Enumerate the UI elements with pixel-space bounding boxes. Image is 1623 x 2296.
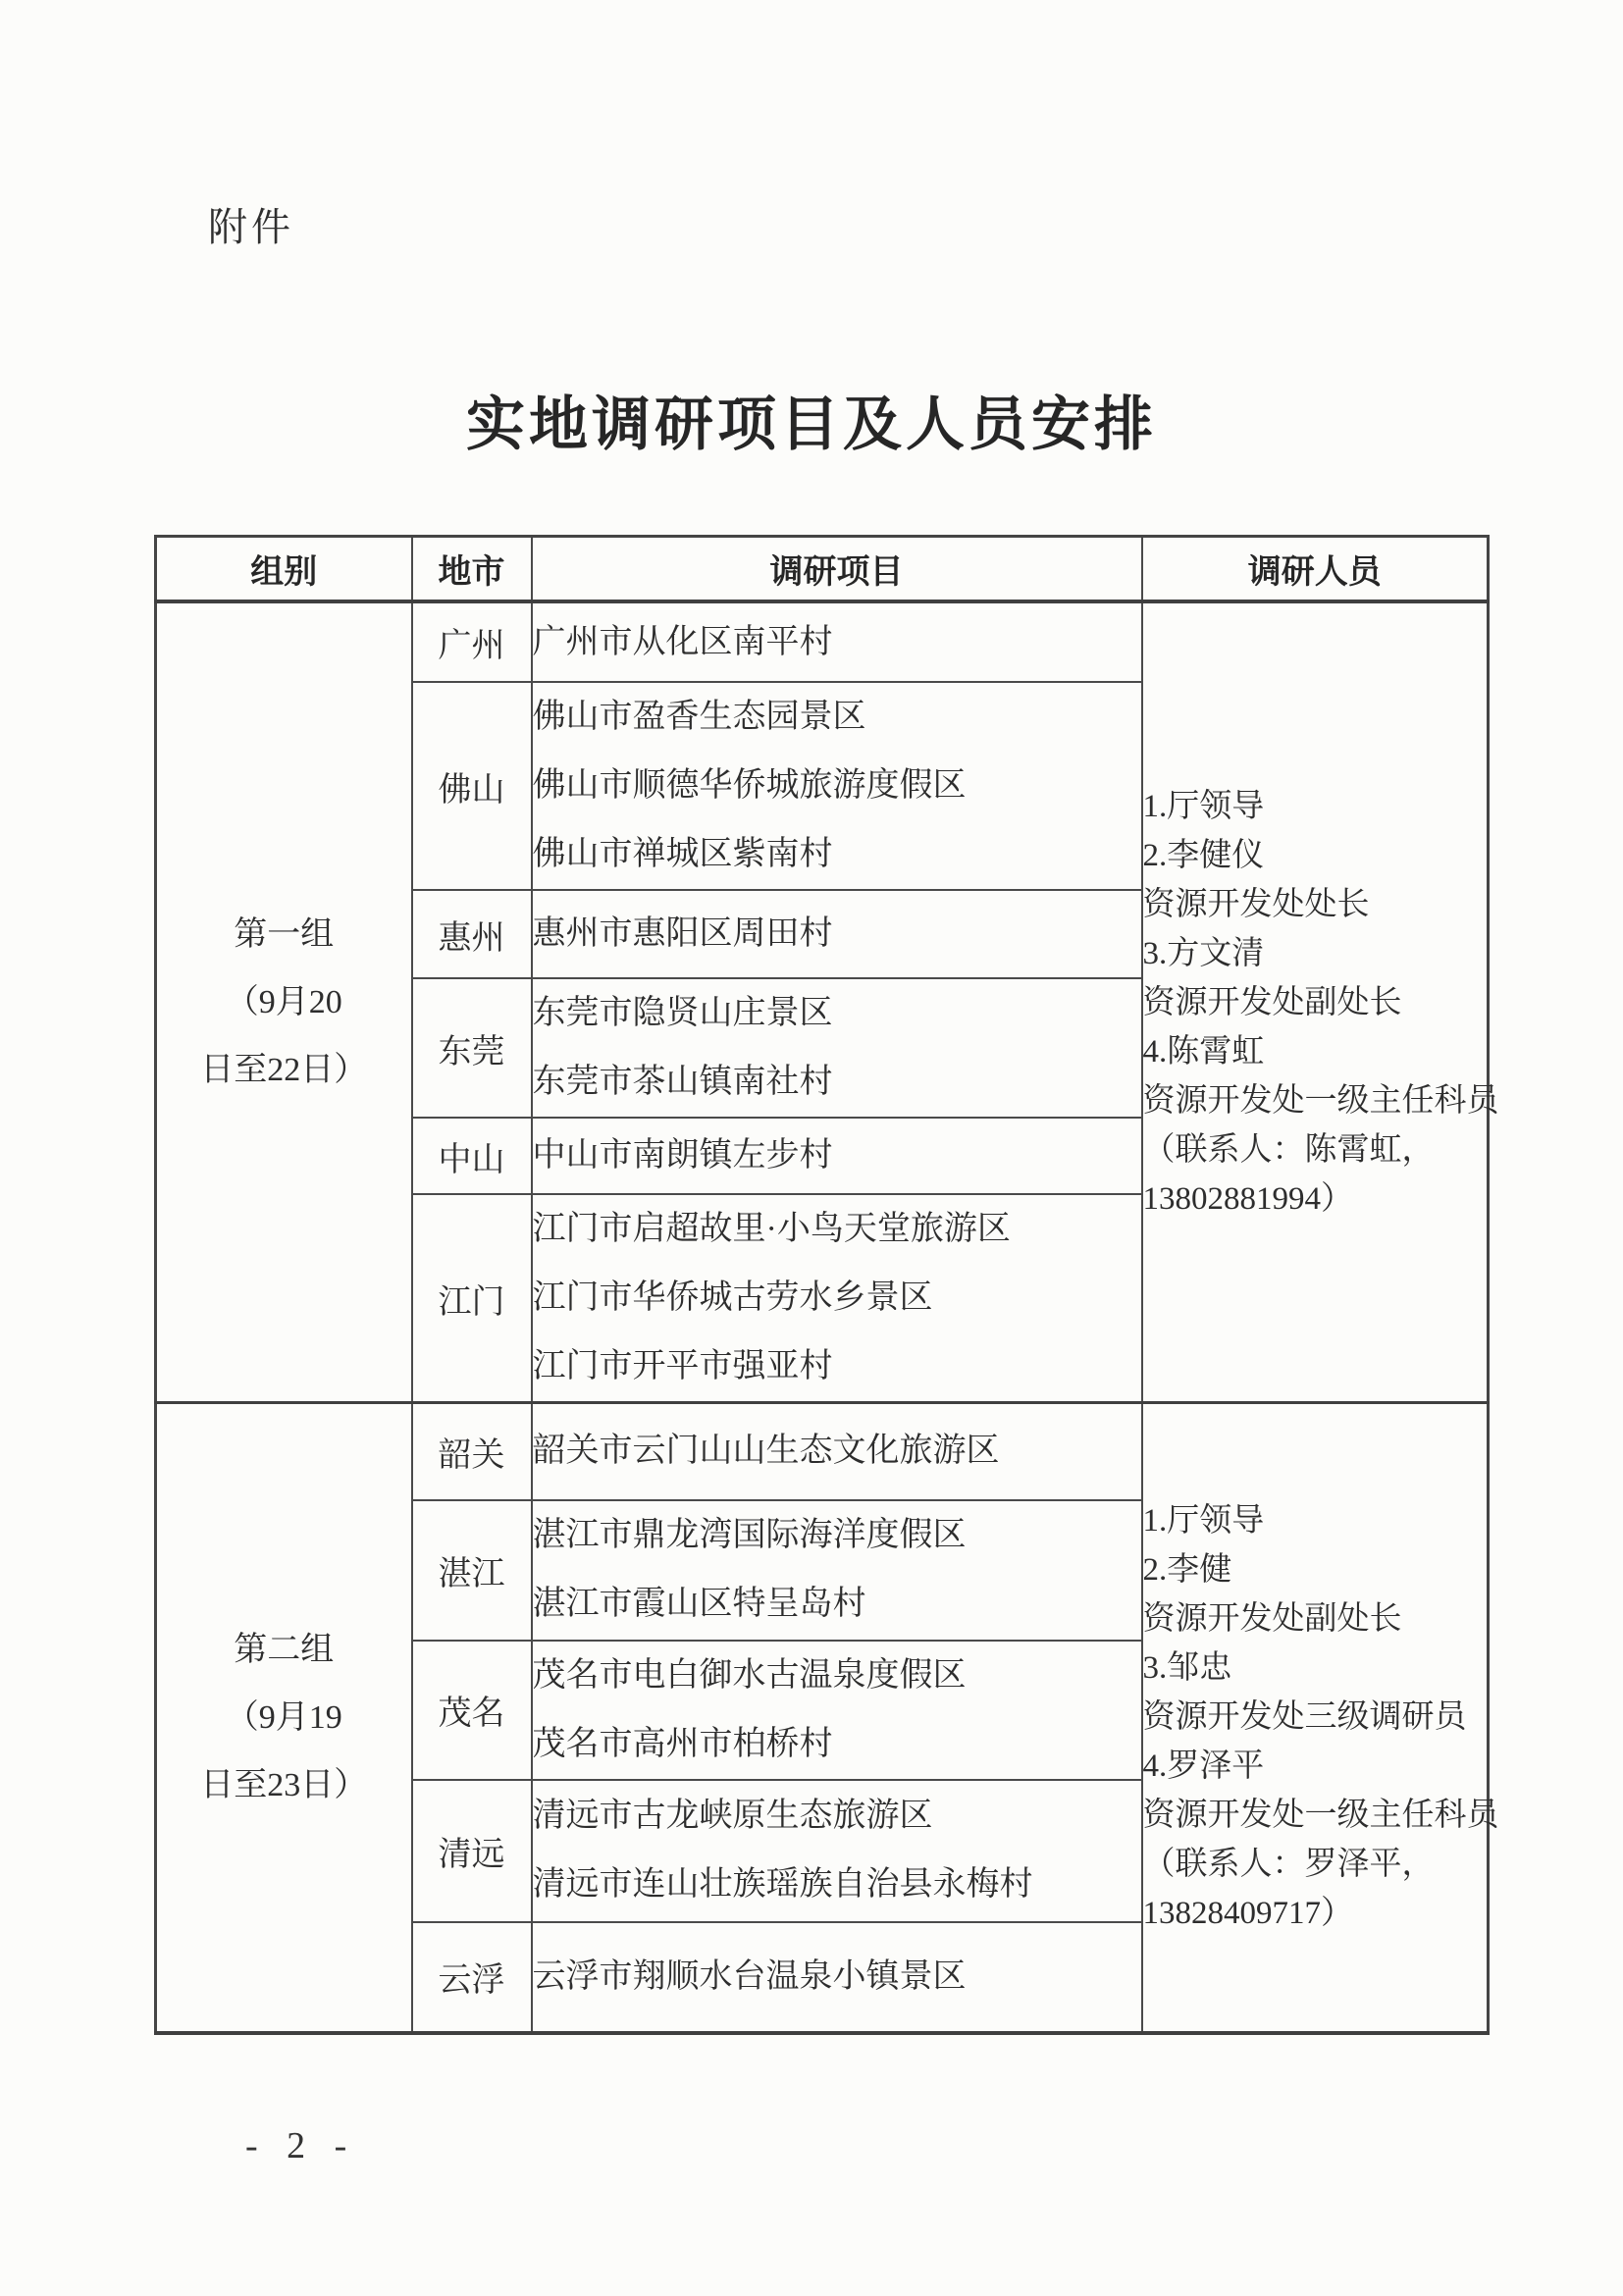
group-1-personnel-cell — [1142, 601, 1499, 1403]
group-name-line: 日至22日） — [200, 1052, 368, 1088]
personnel-line: 4.陈霄虹 — [1142, 1033, 1265, 1070]
attachment-label: 附件 — [208, 206, 294, 249]
project-line: 东莞市隐贤山庄景区 — [532, 995, 833, 1031]
project-line: 韶关市云门山山生态文化旅游区 — [532, 1433, 1000, 1470]
city-cell: 东莞 — [412, 978, 532, 1118]
project-line: 茂名市电白御水古温泉度假区 — [532, 1656, 967, 1694]
projects-cell — [532, 1500, 1142, 1641]
research-schedule-table — [154, 535, 1499, 2035]
personnel-line: 资源开发处副处长 — [1142, 1601, 1402, 1638]
personnel-line: （联系人：陈霄虹， — [1142, 1131, 1435, 1168]
project-line: 广州市从化区南平村 — [532, 623, 833, 660]
col-header-city: 地市 — [412, 537, 532, 602]
group-name-line: 第二组 — [234, 1631, 335, 1668]
col-header-projects: 调研项目 — [532, 537, 1142, 602]
projects-cell — [532, 1922, 1142, 2033]
col-header-group: 组别 — [156, 537, 412, 602]
projects-cell — [532, 978, 1142, 1118]
project-line: 云浮市翔顺水台温泉小镇景区 — [532, 1957, 967, 1995]
project-line: 中山市南朗镇左步村 — [532, 1137, 833, 1174]
personnel-line: 1.厅领导 — [1142, 1503, 1265, 1539]
personnel-line: 13802881994） — [1142, 1180, 1353, 1217]
project-line: 东莞市茶山镇南社村 — [532, 1064, 833, 1100]
project-line: 江门市开平市强亚村 — [532, 1348, 833, 1384]
project-line: 佛山市禅城区紫南村 — [532, 836, 833, 872]
projects-cell — [532, 601, 1142, 682]
city-cell: 云浮 — [412, 1922, 532, 2033]
city-cell: 韶关 — [412, 1403, 532, 1500]
personnel-line: （联系人：罗泽平， — [1142, 1847, 1435, 1883]
col-header-personnel: 调研人员 — [1142, 537, 1489, 602]
group-name-line: （9月20 — [225, 984, 342, 1020]
project-line: 佛山市顺德华侨城旅游度假区 — [532, 767, 967, 804]
table-header-row — [156, 537, 1489, 602]
page-number: - 2 - — [245, 2125, 357, 2166]
city-cell: 广州 — [412, 601, 532, 682]
city-cell: 湛江 — [412, 1500, 532, 1641]
page-title: 实地调研项目及人员安排 — [466, 392, 1157, 457]
projects-cell — [532, 1641, 1142, 1780]
projects-cell — [532, 1118, 1142, 1194]
projects-cell — [532, 682, 1142, 890]
personnel-line: 资源开发处三级调研员 — [1142, 1699, 1467, 1736]
personnel-line: 资源开发处副处长 — [1142, 984, 1402, 1020]
projects-cell — [532, 1403, 1142, 1500]
project-line: 江门市启超故里·小鸟天堂旅游区 — [532, 1211, 1011, 1247]
personnel-line: 3.邹忠 — [1142, 1650, 1232, 1687]
project-line: 佛山市盈香生态园景区 — [532, 699, 866, 735]
table-row — [156, 601, 1489, 682]
project-line: 清远市古龙峡原生态旅游区 — [532, 1798, 933, 1834]
table-row — [156, 1403, 1489, 1500]
city-cell: 茂名 — [412, 1641, 532, 1780]
city-cell: 中山 — [412, 1118, 532, 1194]
group-name-line: （9月19 — [225, 1698, 342, 1736]
personnel-line: 资源开发处一级主任科员 — [1142, 1798, 1499, 1834]
projects-cell — [532, 1194, 1142, 1403]
project-line: 湛江市霞山区特呈岛村 — [532, 1586, 866, 1622]
personnel-line: 1.厅领导 — [1142, 788, 1265, 824]
project-line: 江门市华侨城古劳水乡景区 — [532, 1279, 933, 1316]
personnel-line: 资源开发处处长 — [1142, 886, 1370, 922]
city-cell: 清远 — [412, 1780, 532, 1922]
personnel-line: 3.方文清 — [1142, 935, 1265, 971]
personnel-line: 2.李健 — [1142, 1552, 1232, 1589]
group-name-line: 第一组 — [234, 916, 335, 953]
city-cell: 江门 — [412, 1194, 532, 1403]
projects-cell — [532, 1780, 1142, 1922]
city-cell: 佛山 — [412, 682, 532, 890]
city-cell: 惠州 — [412, 890, 532, 978]
personnel-line: 2.李健仪 — [1142, 837, 1265, 873]
project-line: 湛江市鼎龙湾国际海洋度假区 — [532, 1517, 967, 1553]
group-1-name-cell — [156, 601, 412, 1403]
personnel-line: 4.罗泽平 — [1142, 1748, 1265, 1785]
group-2-name-cell — [156, 1403, 412, 2033]
personnel-line: 13828409717） — [1142, 1896, 1353, 1932]
personnel-line: 资源开发处一级主任科员 — [1142, 1082, 1499, 1119]
group-name-line: 日至23日） — [200, 1766, 368, 1803]
projects-cell — [532, 890, 1142, 978]
group-2-personnel-cell — [1142, 1403, 1499, 2033]
project-line: 惠州市惠阳区周田村 — [532, 915, 833, 952]
project-line: 茂名市高州市柏桥村 — [532, 1725, 833, 1762]
project-line: 清远市连山壮族瑶族自治县永梅村 — [532, 1866, 1033, 1903]
